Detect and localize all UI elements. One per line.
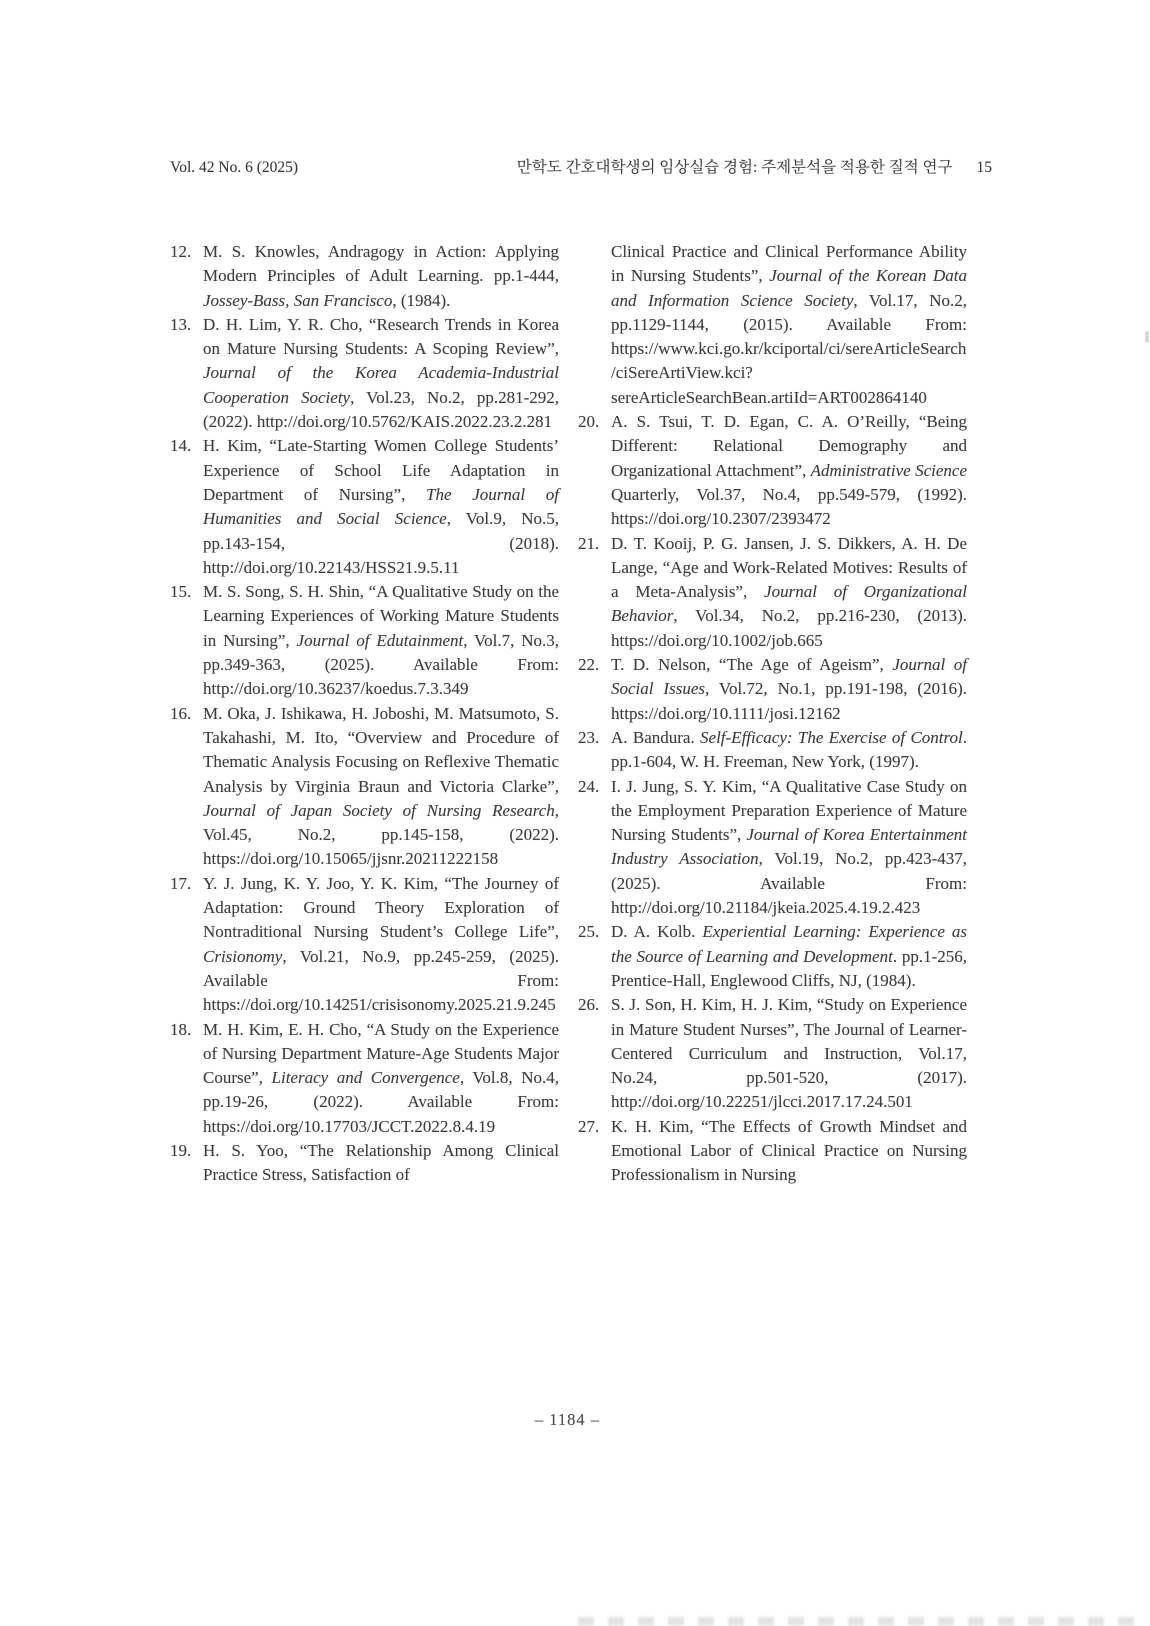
reference-number: 25. — [578, 922, 600, 942]
reference-item — [578, 532, 967, 653]
reference-item — [170, 240, 559, 313]
footer-page-number: – 1184 – — [534, 1410, 601, 1429]
reference-text: D. A. Kolb. Experiential Learning: Experience as the Source of Learning and Development. pp.1-256, Prentice-Hall, Englewood Cliffs, NJ, (1984). — [611, 922, 967, 990]
reference-number: 23. — [578, 727, 600, 747]
reference-text: M. Oka, J. Ishikawa, H. Joboshi, M. Matsumoto, S. Takahashi, M. Ito, “Overview and Procedure of Thematic Analysis Focusing on Reflexive Thematic Analysis by Virginia Braun and Victoria Clarke”, Journal of Japan Society of Nursing Research, Vol.45, No.2, pp.145-158, (2022). https://doi.org/10.15065/jjsnr.20211222158 — [203, 703, 559, 869]
volume-info: Vol. 42 No. 6 (2025) — [170, 159, 299, 176]
reference-number: 12. — [170, 242, 192, 261]
reference-number: 27. — [578, 1116, 600, 1136]
reference-text: I. J. Jung, S. Y. Kim, “A Qualitative Case Study on the Employment Preparation Experience of Mature Nursing Students”, Journal of Korea Entertainment Industry Association, Vol.19, No.2, pp.423-437, (2025). Available From: http://doi.org/10.21184/jkeia.2025.4.19.2.423 — [611, 776, 967, 918]
reference-number: 22. — [578, 655, 600, 675]
reference-text: A. Bandura. Self-Efficacy: The Exercise of Control. pp.1-604, W. H. Freeman, New York, (1997). — [611, 727, 967, 772]
reference-text: Clinical Practice and Clinical Performance Ability in Nursing Students”, Journal of the Korean Data and Information Science Society, Vol.17, No.2, pp.1129-1144, (2015). Available From: https://www.kci.go.kr/kciportal/ci/sereArticleSearch/ciSereArtiView.kci?sereArticleSearchBean.artiId=ART002864140 — [611, 242, 968, 407]
reference-number: 24. — [578, 776, 600, 796]
page-footer — [170, 1410, 965, 1430]
reference-number: 21. — [578, 533, 600, 553]
references-column-right — [578, 240, 967, 1188]
reference-item — [170, 434, 559, 580]
reference-number: 19. — [170, 1140, 192, 1160]
reference-number: 14. — [170, 436, 192, 456]
reference-number: 16. — [170, 703, 192, 723]
reference-item — [578, 726, 967, 775]
references-column-left — [170, 240, 559, 1188]
running-title-wrap — [517, 155, 992, 177]
scan-artifact — [1145, 331, 1149, 343]
reference-text: D. T. Kooij, P. G. Jansen, J. S. Dikkers, A. H. De Lange, “Age and Work-Related Motives: Results of a Meta-Analysis”, Journal of Organizational Behavior, Vol.34, No.2, pp.216-230, (2013). https://doi.org/10.1002/job.665 — [611, 533, 967, 650]
reference-number: 20. — [578, 412, 600, 432]
reference-text: M. S. Song, S. H. Shin, “A Qualitative Study on the Learning Experiences of Working Mature Students in Nursing”, Journal of Edutainment, Vol.7, No.3, pp.349-363, (2025). Available From: http://doi.org/10.36237/koedus.7.3.349 — [203, 582, 560, 699]
reference-text: D. H. Lim, Y. R. Cho, “Research Trends in Korea on Mature Nursing Students: A Scoping Review”, Journal of the Korea Academia-Industrial Cooperation Society, Vol.23, No.2, pp.281-292, (2022). http://doi.org/10.5762/KAIS.2022.23.2.281 — [203, 314, 559, 432]
reference-item — [578, 1115, 967, 1188]
running-title: 만학도 간호대학생의 임상실습 경험: 주제분석을 적용한 질적 연구 — [516, 159, 953, 176]
reference-text: S. J. Son, H. Kim, H. J. Kim, “Study on Experience in Mature Student Nurses”, The Journal of Learner-Centered Curriculum and Instruction, Vol.17, No.24, pp.501-520, (2017). http://doi.org/10.22251/jlcci.2017.17.24.501 — [611, 995, 967, 1112]
reference-item — [578, 775, 967, 921]
reference-number: 15. — [170, 582, 192, 602]
reference-number: 26. — [578, 995, 600, 1015]
page-header — [170, 155, 992, 177]
reference-text: Y. J. Jung, K. Y. Joo, Y. K. Kim, “The Journey of Adaptation: Ground Theory Exploration of Nontraditional Nursing Student’s College Life”, Crisionomy, Vol.21, No.9, pp.245-259, (2025). Available From: https://doi.org/10.14251/crisisonomy.2025.21.9.245 — [203, 873, 559, 1015]
reference-item — [578, 993, 967, 1114]
reference-text: M. S. Knowles, Andragogy in Action: Applying Modern Principles of Adult Learning. pp.1-444, Jossey-Bass, San Francisco, (1984). — [203, 242, 559, 310]
reference-item — [170, 872, 559, 1018]
reference-number: 13. — [170, 314, 192, 334]
header-page-number: 15 — [976, 159, 992, 176]
reference-number: 18. — [170, 1019, 192, 1039]
reference-item — [578, 920, 967, 993]
reference-text: K. H. Kim, “The Effects of Growth Mindset and Emotional Labor of Clinical Practice on Nursing Professionalism in Nursing — [611, 1116, 967, 1185]
reference-text: T. D. Nelson, “The Age of Ageism”, Journal of Social Issues, Vol.72, No.1, pp.191-198, (2016). https://doi.org/10.1111/josi.12162 — [611, 655, 968, 723]
scan-artifact — [578, 1617, 1143, 1626]
reference-item — [578, 653, 967, 726]
reference-item — [170, 313, 559, 434]
reference-text: H. Kim, “Late-Starting Women College Students’ Experience of School Life Adaptation in Department of Nursing”, The Journal of Humanities and Social Science, Vol.9, No.5, pp.143-154, (2018). http://doi.org/10.22143/HSS21.9.5.11 — [203, 436, 560, 577]
reference-item — [578, 410, 967, 531]
reference-item — [578, 240, 967, 410]
reference-item — [170, 702, 559, 872]
reference-number: 17. — [170, 873, 192, 893]
reference-text: A. S. Tsui, T. D. Egan, C. A. O’Reilly, “Being Different: Relational Demography and Organizational Attachment”, Administrative Science Quarterly, Vol.37, No.4, pp.549-579, (1992). https://doi.org/10.2307/2393472 — [611, 412, 967, 529]
reference-item — [170, 1139, 559, 1188]
reference-text: H. S. Yoo, “The Relationship Among Clinical Practice Stress, Satisfaction of — [203, 1140, 559, 1185]
reference-text: M. H. Kim, E. H. Cho, “A Study on the Experience of Nursing Department Mature-Age Students Major Course”, Literacy and Convergence, Vol.8, No.4, pp.19-26, (2022). Available From: https://doi.org/10.17703/JCCT.2022.8.4.19 — [203, 1019, 559, 1136]
reference-item — [170, 580, 559, 701]
reference-item — [170, 1018, 559, 1139]
references-columns — [170, 240, 967, 1188]
